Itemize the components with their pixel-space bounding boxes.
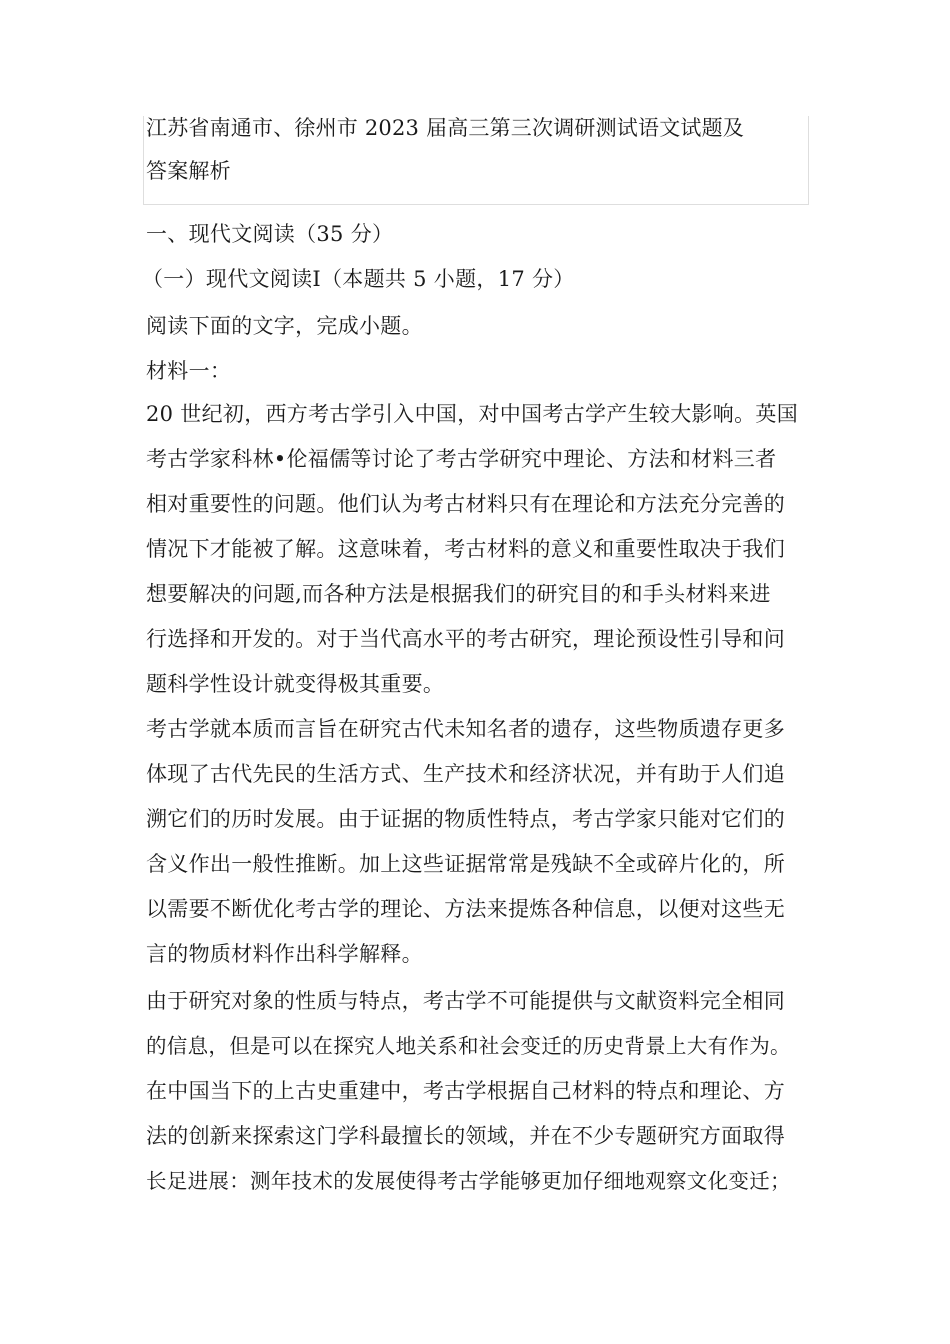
paragraph-line: 溯它们的历时发展。由于证据的物质性特点，考古学家只能对它们的	[146, 807, 785, 831]
section-heading: 一、现代文阅读（35 分）	[146, 222, 394, 246]
paragraph-line: 的信息，但是可以在探究人地关系和社会变迁的历史背景上大有作为。	[146, 1034, 791, 1058]
paragraph-line: 题科学性设计就变得极其重要。	[146, 672, 445, 696]
paragraph-line: 情况下才能被了解。这意味着，考古材料的意义和重要性取决于我们	[146, 537, 785, 561]
instruction-text: 阅读下面的文字，完成小题。	[146, 314, 423, 338]
document-title-line-2: 答案解析	[146, 159, 231, 183]
paragraph-line: 体现了古代先民的生活方式、生产技术和经济状况，并有助于人们追	[146, 762, 785, 786]
paragraph-line: 在中国当下的上古史重建中，考古学根据自己材料的特点和理论、方	[146, 1079, 785, 1103]
paragraph-line: 长足进展：测年技术的发展使得考古学能够更加仔细地观察文化变迁；	[146, 1169, 791, 1193]
material-label: 材料一：	[146, 359, 232, 383]
paragraph-line: 法的创新来探索这门学科最擅长的领域，并在不少专题研究方面取得	[146, 1124, 785, 1148]
document-title-line-1: 江苏省南通市、徐州市 2023 届高三第三次调研测试语文试题及	[146, 116, 744, 140]
paragraph-line: 想要解决的问题,而各种方法是根据我们的研究目的和手头材料来进	[146, 582, 771, 606]
subsection-heading: （一）现代文阅读Ⅰ（本题共 5 小题，17 分）	[142, 267, 575, 291]
paragraph-line: 由于研究对象的性质与特点，考古学不可能提供与文献资料完全相同	[146, 989, 785, 1013]
paragraph-line: 言的物质材料作出科学解释。	[146, 942, 423, 966]
paragraph-line: 考古学家科林•伦福儒等讨论了考古学研究中理论、方法和材料三者	[146, 447, 777, 471]
paragraph-line: 以需要不断优化考古学的理论、方法来提炼各种信息，以便对这些无	[146, 897, 785, 921]
paragraph-line: 含义作出一般性推断。加上这些证据常常是残缺不全或碎片化的，所	[146, 852, 785, 876]
paragraph-line: 考古学就本质而言旨在研究古代未知名者的遗存，这些物质遗存更多	[146, 717, 785, 741]
paragraph-line: 相对重要性的问题。他们认为考古材料只有在理论和方法充分完善的	[146, 492, 785, 516]
paragraph-line: 20 世纪初，西方考古学引入中国，对中国考古学产生较大影响。英国	[146, 402, 798, 426]
paragraph-line: 行选择和开发的。对于当代高水平的考古研究，理论预设性引导和问	[146, 627, 785, 651]
